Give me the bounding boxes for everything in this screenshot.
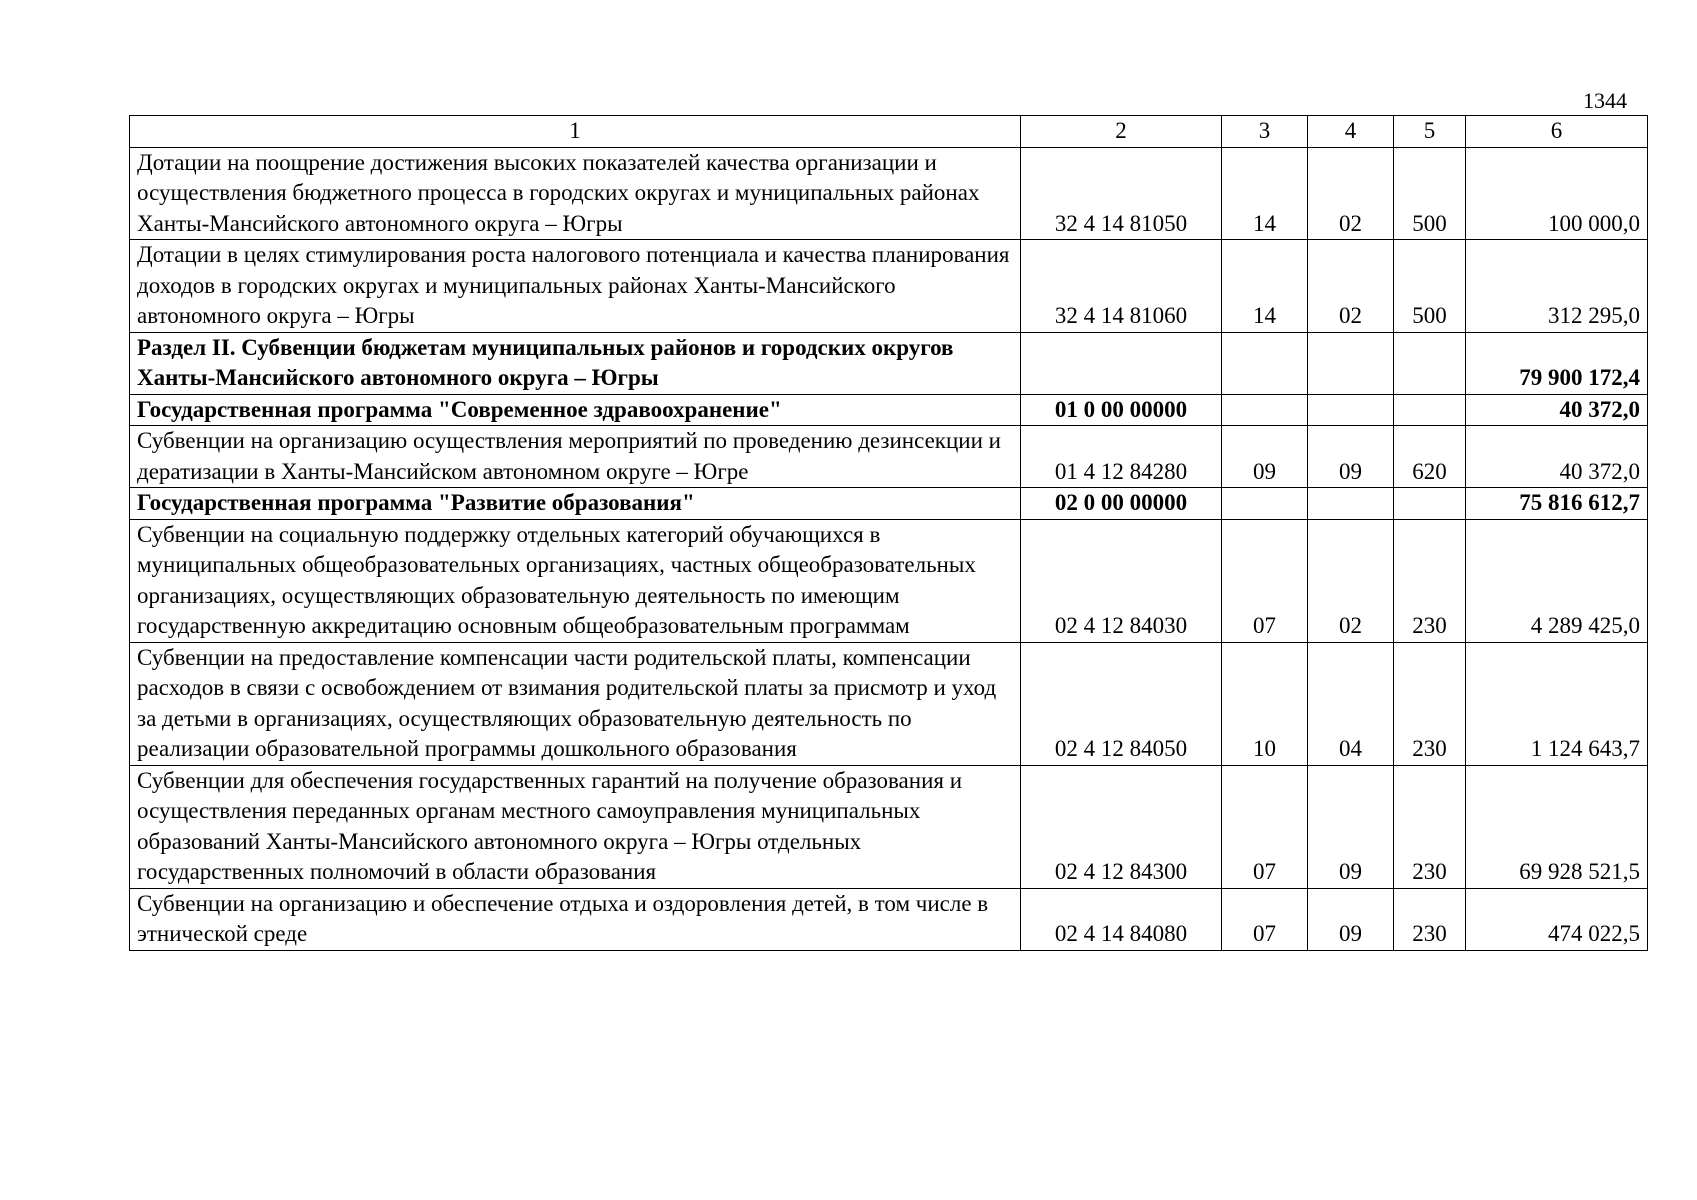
row-name: Государственная программа "Развитие образования" <box>130 488 1021 520</box>
row-code: 01 4 12 84280 <box>1021 426 1222 488</box>
row-sum: 474 022,5 <box>1466 888 1648 950</box>
row-code: 02 4 14 84080 <box>1021 888 1222 950</box>
row-name: Дотации на поощрение достижения высоких показателей качества организации и осуществления бюджетного процесса в городских округах и муниципальных районах Ханты-Мансийского автономного округа – Югры <box>130 147 1021 240</box>
row-section: 07 <box>1222 888 1308 950</box>
row-expense-type: 230 <box>1394 519 1466 642</box>
row-sum: 75 816 612,7 <box>1466 488 1648 520</box>
row-subsection: 09 <box>1308 765 1394 888</box>
row-sum: 1 124 643,7 <box>1466 642 1648 765</box>
row-expense-type <box>1394 394 1466 426</box>
table-row <box>130 519 1648 642</box>
row-sum: 69 928 521,5 <box>1466 765 1648 888</box>
row-name: Раздел II. Субвенции бюджетам муниципальных районов и городских округов Ханты-Мансийского автономного округа – Югры <box>130 332 1021 394</box>
row-expense-type <box>1394 332 1466 394</box>
row-subsection: 02 <box>1308 519 1394 642</box>
row-subsection: 02 <box>1308 147 1394 240</box>
table-row <box>130 426 1648 488</box>
row-sum: 79 900 172,4 <box>1466 332 1648 394</box>
row-expense-type: 230 <box>1394 642 1466 765</box>
table-row <box>130 240 1648 333</box>
page-number: 1344 <box>1583 88 1627 113</box>
row-code: 02 0 00 00000 <box>1021 488 1222 520</box>
row-code: 32 4 14 81060 <box>1021 240 1222 333</box>
row-section <box>1222 394 1308 426</box>
column-header-1: 1 <box>130 116 1021 148</box>
row-expense-type: 230 <box>1394 888 1466 950</box>
row-subsection: 04 <box>1308 642 1394 765</box>
table-row <box>130 888 1648 950</box>
row-code: 02 4 12 84300 <box>1021 765 1222 888</box>
row-sum: 4 289 425,0 <box>1466 519 1648 642</box>
row-expense-type <box>1394 488 1466 520</box>
table-row <box>130 642 1648 765</box>
row-subsection: 09 <box>1308 426 1394 488</box>
column-header-4: 4 <box>1308 116 1394 148</box>
row-section: 10 <box>1222 642 1308 765</box>
row-sum: 40 372,0 <box>1466 394 1648 426</box>
row-name: Субвенции на организацию и обеспечение отдыха и оздоровления детей, в том числе в этнической среде <box>130 888 1021 950</box>
table-row <box>130 332 1648 394</box>
row-code: 02 4 12 84050 <box>1021 642 1222 765</box>
row-subsection: 02 <box>1308 240 1394 333</box>
table-row <box>130 765 1648 888</box>
row-sum: 40 372,0 <box>1466 426 1648 488</box>
row-name: Субвенции на социальную поддержку отдельных категорий обучающихся в муниципальных общеобразовательных организациях, частных общеобразовательных организациях, осуществляющих образовательную деятельность по имеющим государственную аккредитацию основным общеобразовательным программам <box>130 519 1021 642</box>
row-section: 07 <box>1222 519 1308 642</box>
table-row <box>130 147 1648 240</box>
row-section: 09 <box>1222 426 1308 488</box>
row-code: 02 4 12 84030 <box>1021 519 1222 642</box>
row-section: 07 <box>1222 765 1308 888</box>
row-subsection: 09 <box>1308 888 1394 950</box>
row-name: Субвенции на предоставление компенсации части родительской платы, компенсации расходов в связи с освобождением от взимания родительской платы за присмотр и уход за детьми в организациях, осуществляющих образовательную деятельность по реализации образовательной программы дошкольного образования <box>130 642 1021 765</box>
row-section: 14 <box>1222 240 1308 333</box>
row-subsection <box>1308 394 1394 426</box>
row-section <box>1222 332 1308 394</box>
table-row <box>130 394 1648 426</box>
column-header-3: 3 <box>1222 116 1308 148</box>
row-subsection <box>1308 332 1394 394</box>
table-header-row <box>130 116 1648 148</box>
row-expense-type: 500 <box>1394 147 1466 240</box>
row-code: 01 0 00 00000 <box>1021 394 1222 426</box>
budget-table <box>129 115 1648 951</box>
row-sum: 312 295,0 <box>1466 240 1648 333</box>
row-name: Дотации в целях стимулирования роста налогового потенциала и качества планирования доходов в городских округах и муниципальных районах Ханты-Мансийского автономного округа – Югры <box>130 240 1021 333</box>
row-expense-type: 230 <box>1394 765 1466 888</box>
row-code: 32 4 14 81050 <box>1021 147 1222 240</box>
row-code <box>1021 332 1222 394</box>
column-header-6: 6 <box>1466 116 1648 148</box>
table-row <box>130 488 1648 520</box>
row-name: Субвенции для обеспечения государственных гарантий на получение образования и осуществления переданных органам местного самоуправления муниципальных образований Ханты-Мансийского автономного округа – Югры отдельных государственных полномочий в области образования <box>130 765 1021 888</box>
row-subsection <box>1308 488 1394 520</box>
row-name: Государственная программа "Современное здравоохранение" <box>130 394 1021 426</box>
row-name: Субвенции на организацию осуществления мероприятий по проведению дезинсекции и дератизации в Ханты-Мансийском автономном округе – Югре <box>130 426 1021 488</box>
row-section: 14 <box>1222 147 1308 240</box>
row-expense-type: 620 <box>1394 426 1466 488</box>
row-expense-type: 500 <box>1394 240 1466 333</box>
column-header-2: 2 <box>1021 116 1222 148</box>
row-section <box>1222 488 1308 520</box>
column-header-5: 5 <box>1394 116 1466 148</box>
row-sum: 100 000,0 <box>1466 147 1648 240</box>
